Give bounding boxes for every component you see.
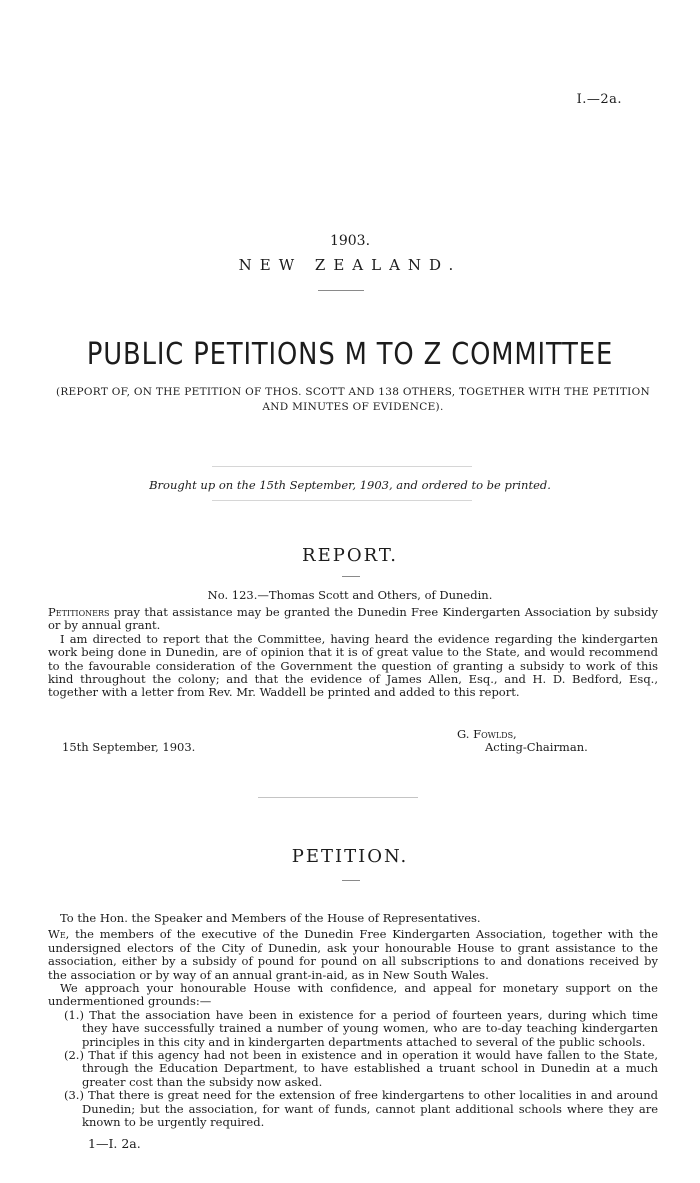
- petition-heading: PETITION.: [291, 846, 409, 867]
- divider: [318, 290, 364, 291]
- divider: [258, 797, 418, 798]
- petition-paragraph: We approach your honourable House with confidence, and appeal for monetary support on the undermentioned grounds:—: [48, 981, 658, 1009]
- divider: [342, 576, 360, 577]
- list-item: (1.) That the association have been in existence for a period of fourteen years, during which time they have successfully trained a number of young women, who are to-day teaching kindergarten principles in this city and in kindergarten departments attached to several of the public schools.: [64, 1007, 658, 1049]
- divider: [342, 880, 360, 881]
- lead-word: Petitioners: [48, 605, 110, 619]
- document-reference: I.—2a.: [576, 92, 622, 107]
- report-paragraph: pray that assistance may be granted the Dunedin Free Kindergarten Association by subsidy or by annual grant.: [48, 605, 658, 633]
- petition-address: To the Hon. the Speaker and Members of the House of Representatives.: [60, 911, 481, 925]
- subtitle: (REPORT OF, ON THE PETITION OF THOS. SCOTT AND 138 OTHERS, TOGETHER WITH THE PETITION AND MINUTES OF EVIDENCE).: [55, 386, 651, 413]
- report-body: [48, 606, 658, 700]
- signatory-name: G. Fowlds,: [457, 727, 517, 741]
- signatory-title: Acting-Chairman.: [485, 740, 588, 754]
- petition-body: [48, 912, 658, 1130]
- brought-up-note: Brought up on the 15th September, 1903, and ordered to be printed.: [149, 478, 551, 492]
- report-heading: REPORT.: [302, 545, 398, 566]
- signature-mark: 1—I. 2a.: [88, 1136, 141, 1151]
- lead-word: We: [48, 927, 66, 942]
- year: 1903.: [329, 233, 371, 249]
- petition-paragraph: , the members of the executive of the Dunedin Free Kindergarten Association, together with the undersigned electors of the City of Dunedin, ask your honourable House to grant assistance to the association, either by a subsidy of pound for pound on all subscriptions to and donations received by the association or by way of an annual grant-in-aid, as in New South Wales.: [48, 927, 658, 982]
- petition-number: No. 123.—Thomas Scott and Others, of Dunedin.: [207, 588, 493, 602]
- country-name: NEW ZEALAND.: [238, 256, 462, 274]
- list-item: (3.) That there is great need for the extension of free kindergartens to other localities in and around Dunedin; but the association, for want of funds, cannot plant additional schools where they are known to be urgently required.: [64, 1088, 658, 1130]
- list-item: (2.) That if this agency had not been in existence and in operation it would have fallen to the State, through the Education Department, to have established a truant school in Dunedin at a much greater cost than the subsidy now asked.: [64, 1048, 658, 1089]
- main-title: PUBLIC PETITIONS M TO Z COMMITTEE: [86, 337, 614, 372]
- report-date: 15th September, 1903.: [62, 740, 196, 754]
- divider: [212, 500, 472, 501]
- divider: [212, 466, 472, 467]
- report-paragraph: I am directed to report that the Committee, having heard the evidence regarding the kindergarten work being done in Dunedin, are of opinion that it is of great value to the State, and would recommend to the favourable consideration of the Government the question of granting a subsidy to work of this kind throughout the colony; and that the evidence of James Allen, Esq., and H. D. Bedford, Esq., together with a letter from Rev. Mr. Waddell be printed and added to this report.: [48, 631, 658, 700]
